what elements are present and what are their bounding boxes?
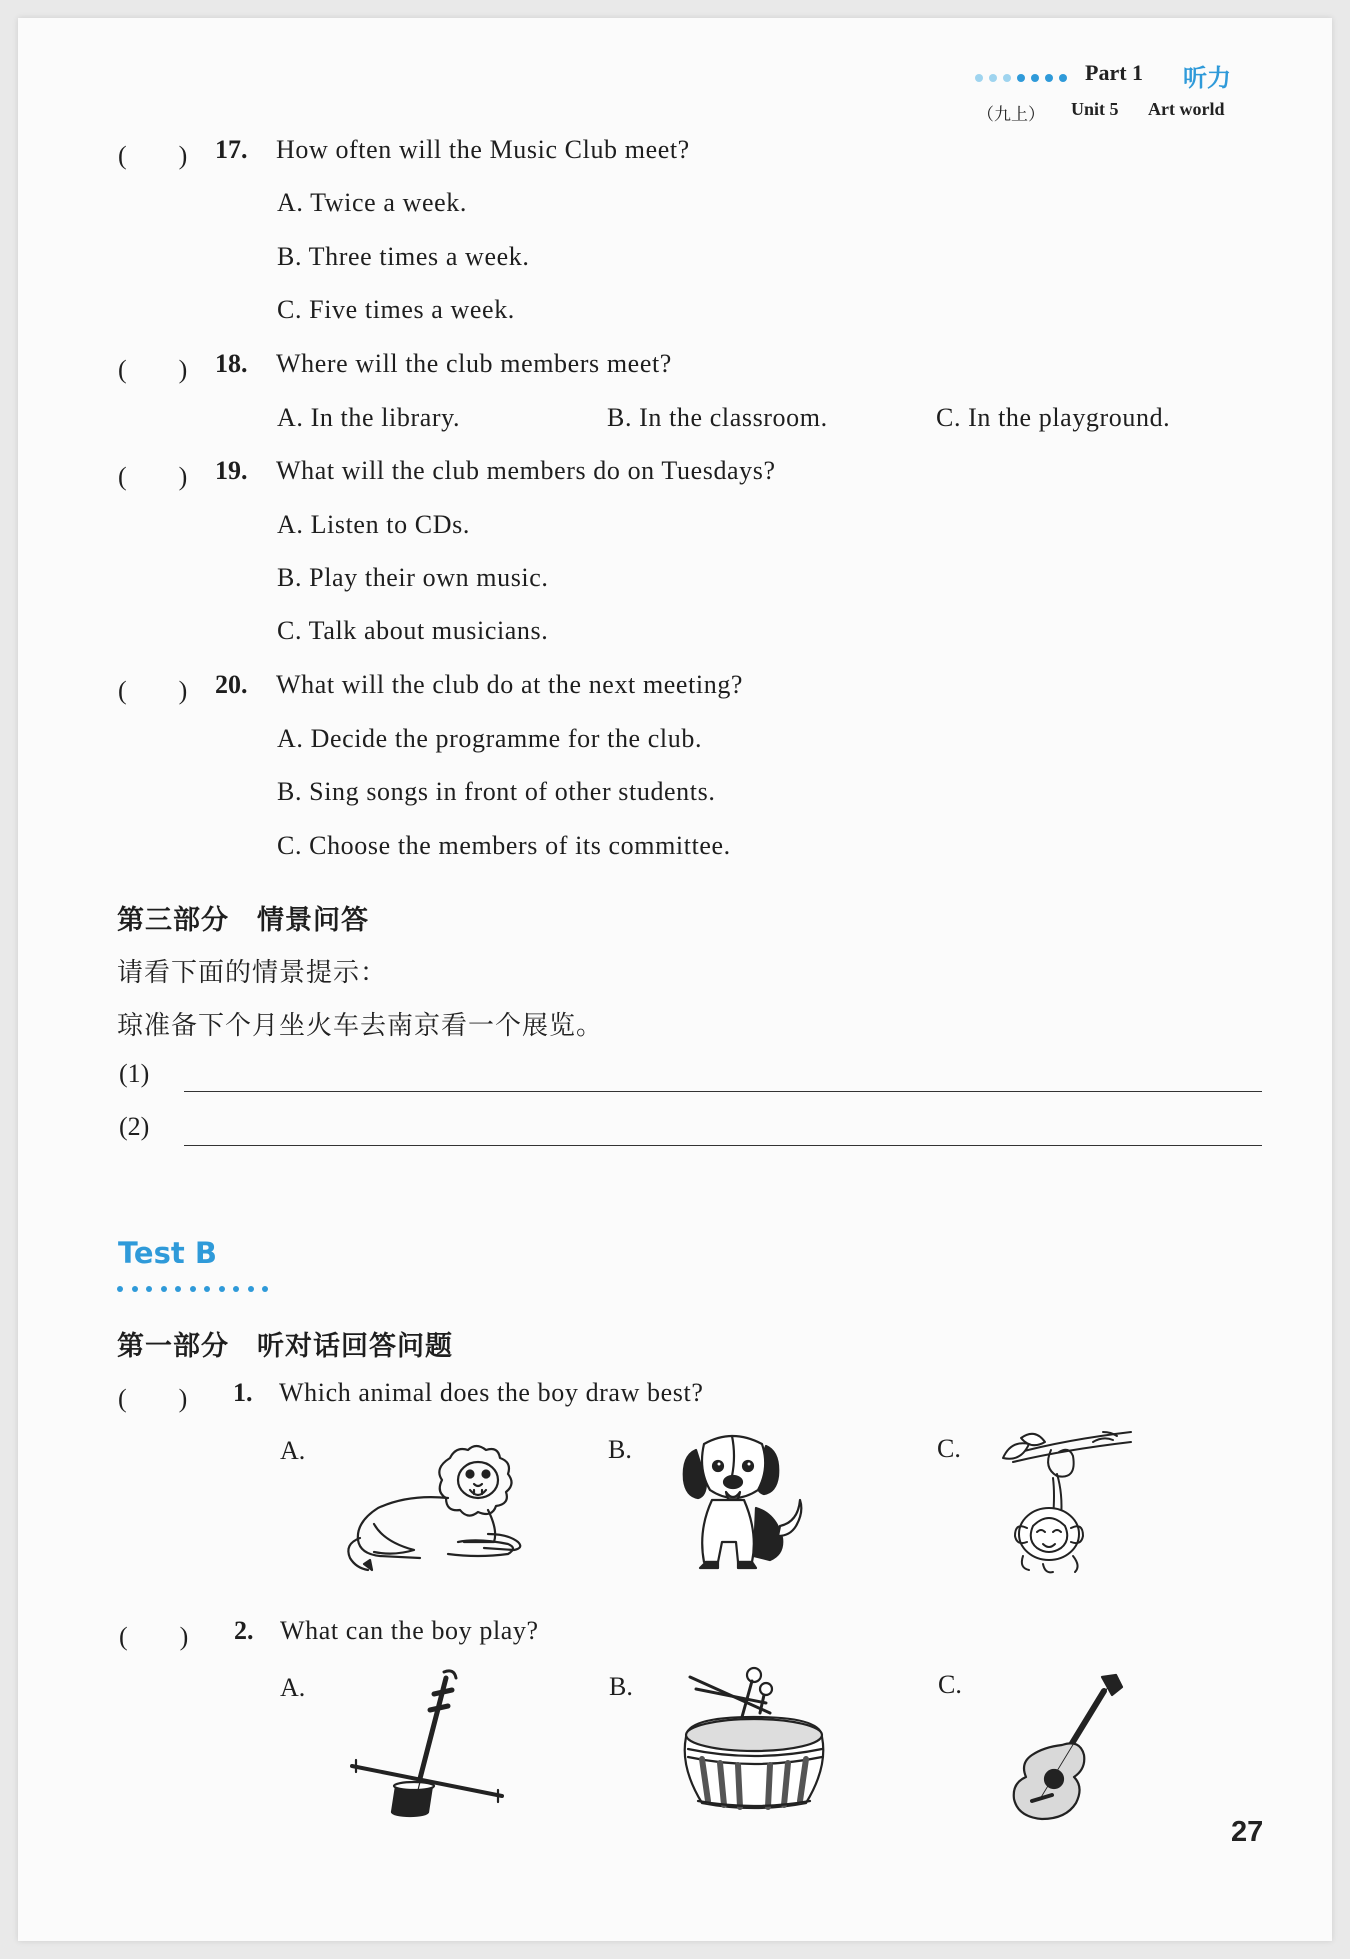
option-c[interactable]: C. Five times a week. bbox=[277, 295, 515, 324]
question-text: Where will the club members meet? bbox=[276, 349, 672, 378]
question-text: How often will the Music Club meet? bbox=[276, 135, 690, 164]
question-number: 18. bbox=[215, 349, 248, 378]
header-unit-title: Art world bbox=[1148, 99, 1225, 119]
test-b-dots bbox=[117, 1279, 277, 1297]
header-part: Part 1 bbox=[1085, 60, 1144, 85]
answer-paren[interactable]: ( ) bbox=[119, 1622, 189, 1651]
option-c[interactable]: C. bbox=[937, 1434, 961, 1463]
erhu-icon[interactable] bbox=[348, 1668, 518, 1818]
answer-line[interactable] bbox=[184, 1145, 1262, 1146]
question-number: 19. bbox=[215, 456, 248, 485]
dot bbox=[262, 1286, 268, 1292]
question-number: 17. bbox=[215, 135, 248, 164]
dot bbox=[1059, 74, 1067, 82]
dot bbox=[1031, 74, 1039, 82]
monkey-icon[interactable] bbox=[993, 1428, 1133, 1578]
question-text: Which animal does the boy draw best? bbox=[279, 1378, 704, 1407]
option-a[interactable]: A. Listen to CDs. bbox=[277, 510, 470, 539]
page-number: 27 bbox=[1231, 1816, 1264, 1848]
option-c[interactable]: C. Choose the members of its committee. bbox=[277, 831, 731, 860]
option-c[interactable]: C. bbox=[938, 1670, 962, 1699]
dot bbox=[219, 1286, 225, 1292]
answer-paren[interactable]: ( ) bbox=[118, 676, 188, 705]
question-number: 1. bbox=[233, 1378, 253, 1407]
dot bbox=[1045, 74, 1053, 82]
workbook-page bbox=[18, 18, 1332, 1941]
scenario-text: 琼准备下个月坐火车去南京看一个展览。 bbox=[117, 1011, 604, 1041]
section-title: 第三部分 情景问答 bbox=[117, 905, 369, 936]
option-b[interactable]: B. bbox=[609, 1672, 633, 1701]
blank-label: (1) bbox=[119, 1059, 150, 1088]
dog-icon[interactable] bbox=[676, 1430, 806, 1580]
option-b[interactable]: B. Sing songs in front of other students. bbox=[277, 777, 716, 806]
header-dots bbox=[975, 69, 1073, 81]
dot bbox=[233, 1286, 239, 1292]
dot bbox=[175, 1286, 181, 1292]
dot bbox=[989, 74, 997, 82]
blank-label: (2) bbox=[119, 1112, 150, 1141]
dot bbox=[975, 74, 983, 82]
question-text: What will the club members do on Tuesdays? bbox=[276, 456, 776, 485]
dot bbox=[132, 1286, 138, 1292]
lion-icon[interactable] bbox=[338, 1438, 538, 1568]
dot bbox=[204, 1286, 210, 1292]
option-a[interactable]: A. Twice a week. bbox=[277, 188, 467, 217]
question-text: What can the boy play? bbox=[280, 1616, 539, 1645]
section-title: 第一部分 听对话回答问题 bbox=[117, 1331, 453, 1362]
option-a[interactable]: A. bbox=[280, 1436, 306, 1465]
option-c[interactable]: C. In the playground. bbox=[936, 403, 1171, 432]
drum-icon[interactable] bbox=[680, 1663, 830, 1813]
option-a[interactable]: A. Decide the programme for the club. bbox=[277, 724, 703, 753]
dot bbox=[146, 1286, 152, 1292]
option-b[interactable]: B. Play their own music. bbox=[277, 563, 549, 592]
header-unit: Unit 5 bbox=[1071, 99, 1119, 119]
dot bbox=[117, 1286, 123, 1292]
section-prompt: 请看下面的情景提示： bbox=[117, 958, 388, 988]
dot bbox=[1003, 74, 1011, 82]
question-text: What will the club do at the next meeting? bbox=[276, 670, 744, 699]
test-b-title: Test B bbox=[118, 1236, 217, 1270]
dot bbox=[1017, 74, 1025, 82]
dot bbox=[190, 1286, 196, 1292]
question-number: 20. bbox=[215, 670, 248, 699]
header-grade: （九上） bbox=[977, 105, 1045, 125]
answer-paren[interactable]: ( ) bbox=[118, 355, 188, 384]
option-b[interactable]: B. In the classroom. bbox=[607, 403, 828, 432]
option-a[interactable]: A. bbox=[280, 1673, 306, 1702]
option-b[interactable]: B. Three times a week. bbox=[277, 242, 530, 271]
header-listening: 听力 bbox=[1183, 64, 1231, 92]
answer-line[interactable] bbox=[184, 1091, 1262, 1092]
question-number: 2. bbox=[234, 1616, 254, 1645]
answer-paren[interactable]: ( ) bbox=[118, 141, 188, 170]
dot bbox=[248, 1286, 254, 1292]
answer-paren[interactable]: ( ) bbox=[118, 1384, 188, 1413]
option-a[interactable]: A. In the library. bbox=[277, 403, 461, 432]
answer-paren[interactable]: ( ) bbox=[118, 462, 188, 491]
guitar-icon[interactable] bbox=[1010, 1673, 1130, 1823]
option-c[interactable]: C. Talk about musicians. bbox=[277, 616, 549, 645]
dot bbox=[161, 1286, 167, 1292]
option-b[interactable]: B. bbox=[608, 1435, 632, 1464]
